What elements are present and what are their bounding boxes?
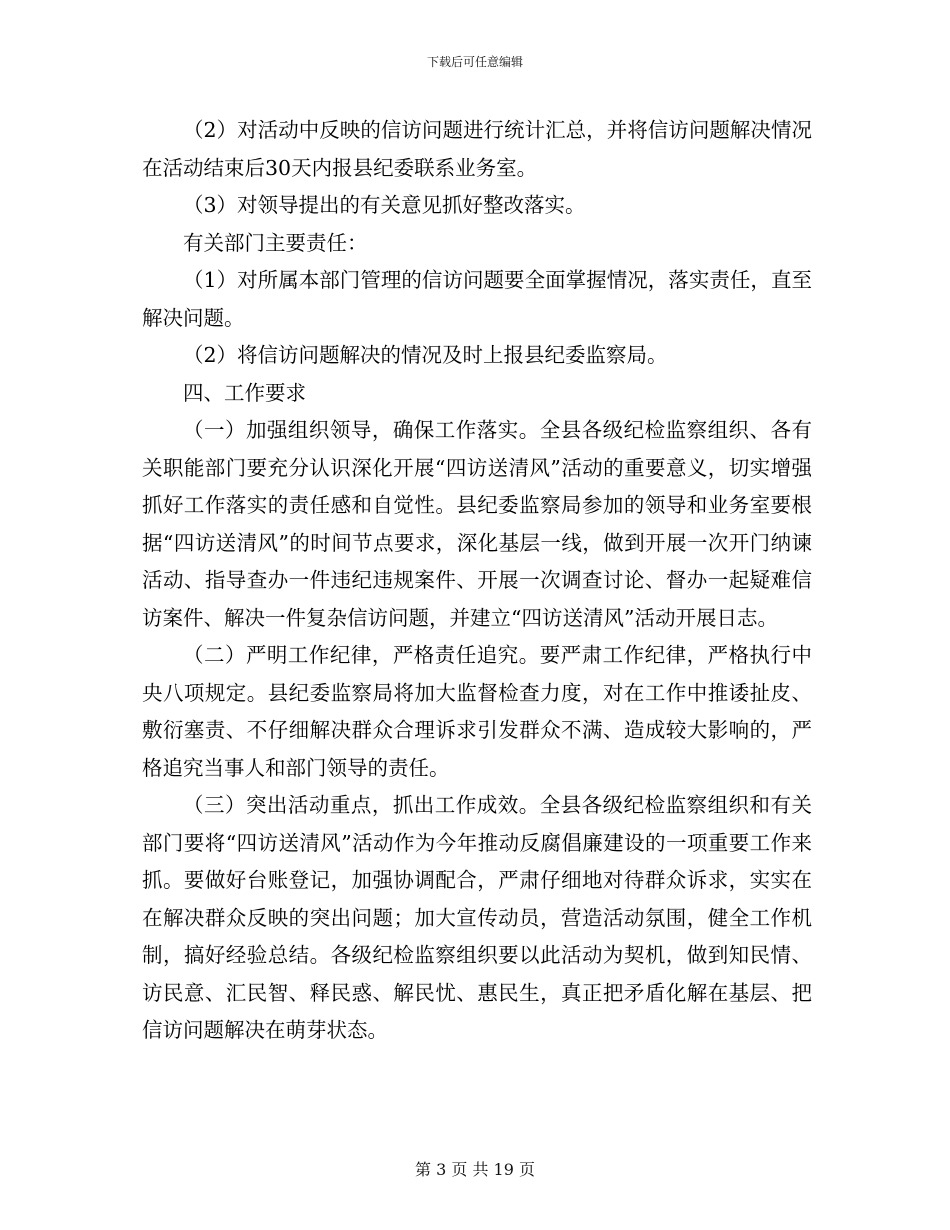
paragraph: （3）对领导提出的有关意见抓好整改落实。 (183, 193, 586, 217)
paragraph: （1）对所属本部门管理的信访问题要全面掌握情况，落实责任，直至解决问题。 (142, 268, 812, 330)
page-header: 下载后可任意编辑 (426, 55, 523, 69)
paragraph: （二）严明工作纪律，严格责任追究。要严肃工作纪律，严格执行中央八项规定。县纪委监察局将加大监督检查力度，对在工作中推诿扯皮、敷衍塞责、不仔细解决群众合理诉求引发群众不满、造成较大影响的，严格追究当事人和部门领导的责任。 (142, 643, 812, 780)
page-number: 第 3 页 共 19 页 (415, 1160, 535, 1179)
paragraph: （三）突出活动重点，抓出工作成效。全县各级纪检监察组织和有关部门要将“四访送清风”活动作为今年推动反腐倡廉建设的一项重要工作来抓。要做好台账登记，加强协调配合，严肃仔细地对待群众诉求，实实在在解决群众反映的突出问题；加大宣传动员，营造活动氛围，健全工作机制，搞好经验总结。各级纪检监察组织要以此活动为契机，做到知民情、访民意、汇民智、释民惑、解民忧、惠民生，真正把矛盾化解在基层、把信访问题解决在萌芽状态。 (142, 793, 812, 1042)
section-heading: 四、工作要求 (183, 380, 306, 405)
paragraph: 有关部门主要责任： (183, 230, 368, 255)
document-body (142, 112, 812, 1050)
paragraph: （2）对活动中反映的信访问题进行统计汇总，并将信访问题解决情况在活动结束后30天内报县纪委联系业务室。 (142, 118, 812, 180)
paragraph: （一）加强组织领导，确保工作落实。全县各级纪检监察组织、各有关职能部门要充分认识深化开展“四访送清风”活动的重要意义，切实增强抓好工作落实的责任感和自觉性。县纪委监察局参加的领导和业务室要根据“四访送清风”的时间节点要求，深化基层一线，做到开展一次开门纳谏活动、指导查办一件违纪违规案件、开展一次调查讨论、督办一起疑难信访案件、解决一件复杂信访问题，并建立“四访送清风”活动开展日志。 (142, 418, 812, 630)
paragraph: （2）将信访问题解决的情况及时上报县纪委监察局。 (183, 343, 668, 367)
